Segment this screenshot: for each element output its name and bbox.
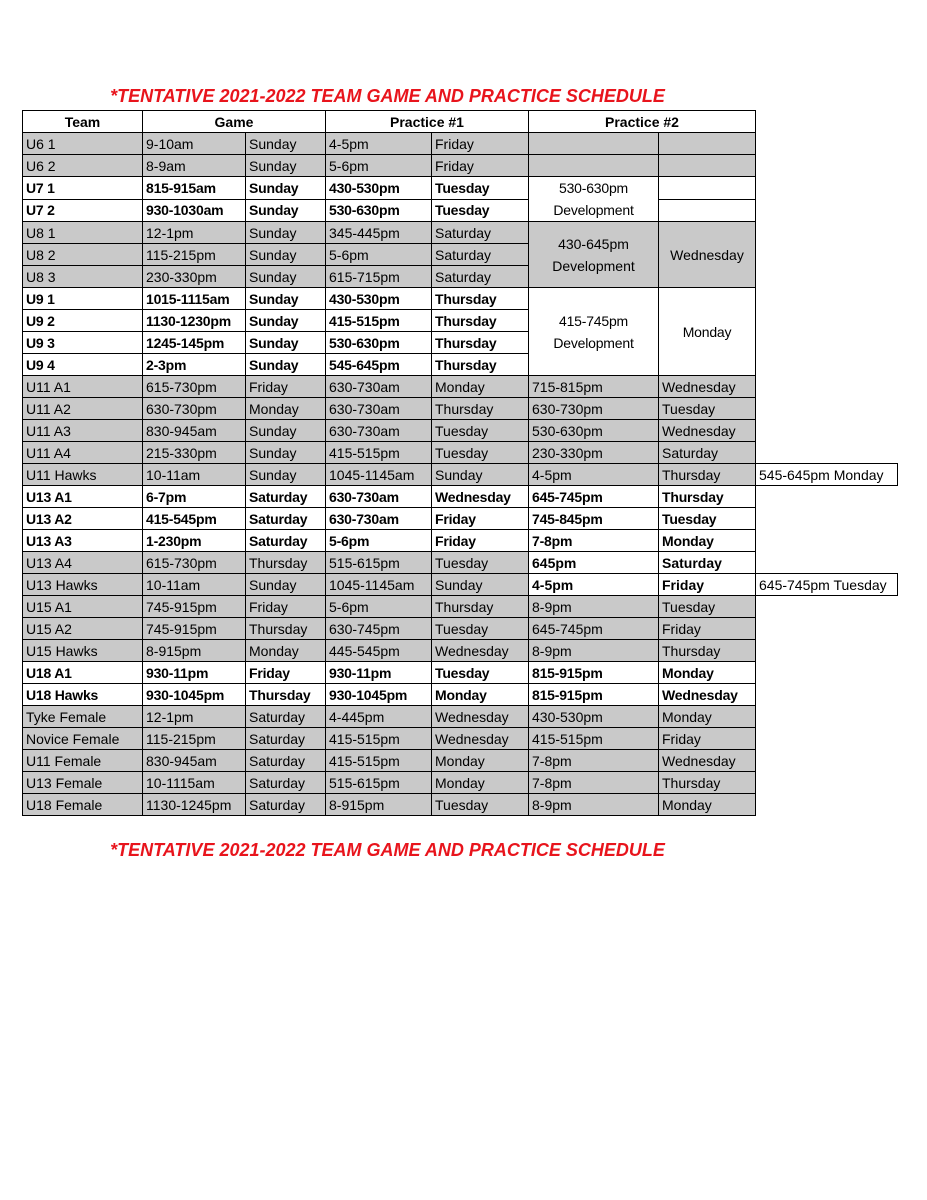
practice1-time-cell: 1045-1145am	[326, 574, 432, 596]
blank-cell	[756, 662, 898, 684]
team-cell: U15 A1	[23, 596, 143, 618]
table-row	[23, 596, 898, 618]
team-cell: U11 A4	[23, 442, 143, 464]
u9-day-cell: Monday	[659, 288, 756, 376]
practice2-time-cell: 4-5pm	[529, 464, 659, 486]
practice1-day-cell: Tuesday	[432, 420, 529, 442]
table-row	[23, 244, 898, 266]
table-row	[23, 155, 898, 177]
table-row	[23, 442, 898, 464]
extra-practice-cell: 545-645pm Monday	[756, 464, 898, 486]
blank-cell	[756, 640, 898, 662]
game-time-cell: 115-215pm	[143, 728, 246, 750]
team-cell: U11 A3	[23, 420, 143, 442]
practice1-time-cell: 1045-1145am	[326, 464, 432, 486]
schedule-table	[22, 110, 898, 816]
u9-development-cell	[529, 288, 659, 376]
game-day-cell: Friday	[246, 662, 326, 684]
game-day-cell: Sunday	[246, 266, 326, 288]
table-row	[23, 794, 898, 816]
schedule-title-top: *TENTATIVE 2021-2022 TEAM GAME AND PRACTICE SCHEDULE	[110, 86, 665, 106]
standard-rows	[23, 376, 898, 816]
practice2-time-cell: 8-9pm	[529, 794, 659, 816]
practice1-day-cell: Saturday	[432, 222, 529, 244]
practice1-day-cell: Wednesday	[432, 728, 529, 750]
blank-cell	[756, 596, 898, 618]
practice1-time-cell: 630-730am	[326, 486, 432, 508]
table-row	[23, 772, 898, 794]
game-time-cell: 1130-1245pm	[143, 794, 246, 816]
u7-dev-label: Development	[553, 202, 634, 218]
table-row	[23, 508, 898, 530]
practice1-day-cell: Saturday	[432, 266, 529, 288]
table-row	[23, 750, 898, 772]
practice2-day-cell: Tuesday	[659, 508, 756, 530]
header-practice1: Practice #1	[326, 111, 529, 133]
game-time-cell: 615-730pm	[143, 376, 246, 398]
practice1-time-cell: 515-615pm	[326, 772, 432, 794]
game-time-cell: 615-730pm	[143, 552, 246, 574]
table-row	[23, 706, 898, 728]
practice1-time-cell: 415-515pm	[326, 442, 432, 464]
game-day-cell: Sunday	[246, 464, 326, 486]
practice2-time-cell: 7-8pm	[529, 772, 659, 794]
team-cell: U18 A1	[23, 662, 143, 684]
game-day-cell: Sunday	[246, 199, 326, 222]
u8-development-cell	[529, 222, 659, 288]
game-day-cell: Thursday	[246, 618, 326, 640]
game-time-cell: 1130-1230pm	[143, 310, 246, 332]
game-day-cell: Sunday	[246, 155, 326, 177]
practice1-time-cell: 430-530pm	[326, 177, 432, 200]
practice2-time-cell: 815-915pm	[529, 662, 659, 684]
table-row	[23, 310, 898, 332]
practice2-time-cell: 230-330pm	[529, 442, 659, 464]
game-day-cell: Thursday	[246, 552, 326, 574]
team-cell: U9 1	[23, 288, 143, 310]
blank-cell	[756, 794, 898, 816]
practice2-day-cell	[659, 177, 756, 200]
blank-cell	[756, 266, 898, 288]
practice1-day-cell: Tuesday	[432, 177, 529, 200]
game-day-cell: Thursday	[246, 684, 326, 706]
game-time-cell: 12-1pm	[143, 706, 246, 728]
practice2-day-cell: Friday	[659, 618, 756, 640]
practice1-time-cell: 415-515pm	[326, 750, 432, 772]
game-day-cell: Sunday	[246, 133, 326, 155]
practice2-time-cell: 630-730pm	[529, 398, 659, 420]
practice2-time-cell	[529, 155, 659, 177]
practice1-time-cell: 530-630pm	[326, 199, 432, 222]
game-time-cell: 1015-1115am	[143, 288, 246, 310]
game-time-cell: 745-915pm	[143, 596, 246, 618]
team-cell: U9 2	[23, 310, 143, 332]
blank-cell	[756, 199, 898, 222]
practice2-day-cell: Wednesday	[659, 684, 756, 706]
blank-cell	[756, 332, 898, 354]
practice2-time-cell: 7-8pm	[529, 530, 659, 552]
practice1-day-cell: Tuesday	[432, 662, 529, 684]
practice2-time-cell: 645-745pm	[529, 618, 659, 640]
practice1-time-cell: 630-730am	[326, 376, 432, 398]
blank-cell	[756, 376, 898, 398]
u9-dev-time: 415-745pm	[558, 312, 629, 329]
team-cell: U11 Hawks	[23, 464, 143, 486]
game-time-cell: 230-330pm	[143, 266, 246, 288]
practice1-day-cell: Friday	[432, 508, 529, 530]
game-day-cell: Friday	[246, 376, 326, 398]
game-day-cell: Sunday	[246, 222, 326, 244]
game-day-cell: Sunday	[246, 177, 326, 200]
game-time-cell: 930-1045pm	[143, 684, 246, 706]
table-row	[23, 354, 898, 376]
game-day-cell: Sunday	[246, 244, 326, 266]
practice1-day-cell: Monday	[432, 684, 529, 706]
table-row	[23, 486, 898, 508]
game-day-cell: Monday	[246, 640, 326, 662]
practice1-time-cell: 530-630pm	[326, 332, 432, 354]
game-time-cell: 2-3pm	[143, 354, 246, 376]
blank-cell	[756, 618, 898, 640]
practice2-time-cell: 8-9pm	[529, 596, 659, 618]
game-day-cell: Sunday	[246, 354, 326, 376]
blank-cell	[756, 354, 898, 376]
practice2-day-cell: Saturday	[659, 552, 756, 574]
practice2-time-cell: 8-9pm	[529, 640, 659, 662]
practice1-time-cell: 630-730am	[326, 420, 432, 442]
game-time-cell: 8-9am	[143, 155, 246, 177]
game-day-cell: Sunday	[246, 442, 326, 464]
u9-dev-label: Development	[553, 334, 634, 351]
practice1-day-cell: Monday	[432, 772, 529, 794]
blank-cell	[756, 288, 898, 310]
game-time-cell: 10-11am	[143, 574, 246, 596]
practice1-day-cell: Sunday	[432, 464, 529, 486]
game-day-cell: Saturday	[246, 508, 326, 530]
practice2-day-cell: Saturday	[659, 442, 756, 464]
practice1-time-cell: 630-730am	[326, 508, 432, 530]
practice1-day-cell: Thursday	[432, 288, 529, 310]
table-row	[23, 398, 898, 420]
table-row	[23, 662, 898, 684]
practice1-day-cell: Tuesday	[432, 552, 529, 574]
header-practice2: Practice #2	[529, 111, 756, 133]
practice1-day-cell: Wednesday	[432, 706, 529, 728]
game-day-cell: Sunday	[246, 574, 326, 596]
table-row	[23, 177, 898, 200]
game-time-cell: 1245-145pm	[143, 332, 246, 354]
team-cell: U15 A2	[23, 618, 143, 640]
blank-cell	[756, 111, 898, 133]
game-time-cell: 12-1pm	[143, 222, 246, 244]
blank-cell	[756, 155, 898, 177]
practice1-day-cell: Friday	[432, 133, 529, 155]
team-cell: U18 Hawks	[23, 684, 143, 706]
practice2-time-cell: 645-745pm	[529, 486, 659, 508]
practice1-day-cell: Monday	[432, 750, 529, 772]
blank-cell	[756, 442, 898, 464]
practice1-time-cell: 5-6pm	[326, 530, 432, 552]
blank-cell	[756, 684, 898, 706]
game-time-cell: 1-230pm	[143, 530, 246, 552]
team-cell: U18 Female	[23, 794, 143, 816]
team-cell: U13 Female	[23, 772, 143, 794]
game-time-cell: 215-330pm	[143, 442, 246, 464]
team-cell: U13 A1	[23, 486, 143, 508]
u8-dev-time: 430-645pm	[558, 235, 629, 252]
game-time-cell: 415-545pm	[143, 508, 246, 530]
practice2-day-cell: Thursday	[659, 464, 756, 486]
game-day-cell: Saturday	[246, 706, 326, 728]
practice1-time-cell: 4-445pm	[326, 706, 432, 728]
practice1-day-cell: Friday	[432, 530, 529, 552]
practice1-time-cell: 430-530pm	[326, 288, 432, 310]
practice1-day-cell: Friday	[432, 155, 529, 177]
practice2-time-cell: 4-5pm	[529, 574, 659, 596]
practice1-time-cell: 445-545pm	[326, 640, 432, 662]
header-game: Game	[143, 111, 326, 133]
practice1-time-cell: 4-5pm	[326, 133, 432, 155]
game-day-cell: Sunday	[246, 420, 326, 442]
practice1-time-cell: 545-645pm	[326, 354, 432, 376]
game-time-cell: 930-11pm	[143, 662, 246, 684]
table-row	[23, 684, 898, 706]
game-day-cell: Saturday	[246, 530, 326, 552]
practice1-time-cell: 415-515pm	[326, 310, 432, 332]
table-row	[23, 288, 898, 310]
table-row	[23, 222, 898, 244]
practice1-day-cell: Thursday	[432, 398, 529, 420]
blank-cell	[756, 552, 898, 574]
game-time-cell: 830-945am	[143, 750, 246, 772]
practice2-day-cell: Wednesday	[659, 420, 756, 442]
team-cell: U9 3	[23, 332, 143, 354]
practice1-day-cell: Tuesday	[432, 442, 529, 464]
table-row	[23, 376, 898, 398]
game-time-cell: 115-215pm	[143, 244, 246, 266]
game-day-cell: Sunday	[246, 310, 326, 332]
blank-cell	[756, 420, 898, 442]
practice1-day-cell: Tuesday	[432, 618, 529, 640]
practice1-time-cell: 345-445pm	[326, 222, 432, 244]
practice2-time-cell: 815-915pm	[529, 684, 659, 706]
table-row	[23, 199, 898, 222]
team-cell: U11 Female	[23, 750, 143, 772]
practice2-day-cell: Monday	[659, 794, 756, 816]
practice2-day-cell: Wednesday	[659, 750, 756, 772]
blank-cell	[756, 244, 898, 266]
practice2-time-cell: 430-530pm	[529, 706, 659, 728]
practice2-day-cell: Friday	[659, 574, 756, 596]
practice2-time-cell: 7-8pm	[529, 750, 659, 772]
practice2-day-cell	[659, 133, 756, 155]
header-team: Team	[23, 111, 143, 133]
game-day-cell: Saturday	[246, 486, 326, 508]
game-day-cell: Sunday	[246, 288, 326, 310]
table-row	[23, 530, 898, 552]
blank-cell	[756, 222, 898, 244]
practice2-day-cell: Friday	[659, 728, 756, 750]
practice2-time-cell	[529, 133, 659, 155]
extra-practice-cell: 645-745pm Tuesday	[756, 574, 898, 596]
practice2-day-cell: Wednesday	[659, 376, 756, 398]
game-time-cell: 930-1030am	[143, 199, 246, 222]
practice1-day-cell: Wednesday	[432, 640, 529, 662]
practice1-day-cell: Thursday	[432, 332, 529, 354]
blank-cell	[756, 772, 898, 794]
u8-day-cell: Wednesday	[659, 222, 756, 288]
practice1-time-cell: 615-715pm	[326, 266, 432, 288]
practice2-time-cell: 715-815pm	[529, 376, 659, 398]
team-cell: Tyke Female	[23, 706, 143, 728]
game-time-cell: 10-11am	[143, 464, 246, 486]
practice1-time-cell: 5-6pm	[326, 244, 432, 266]
game-time-cell: 745-915pm	[143, 618, 246, 640]
practice2-day-cell: Monday	[659, 662, 756, 684]
team-cell: U8 1	[23, 222, 143, 244]
u7-dev-time: 530-630pm	[558, 180, 629, 196]
table-row	[23, 728, 898, 750]
table-row	[23, 574, 898, 596]
game-time-cell: 8-915pm	[143, 640, 246, 662]
game-day-cell: Saturday	[246, 728, 326, 750]
practice2-day-cell: Thursday	[659, 772, 756, 794]
table-row	[23, 332, 898, 354]
team-cell: U8 3	[23, 266, 143, 288]
practice2-day-cell: Tuesday	[659, 596, 756, 618]
practice2-time-cell: 645pm	[529, 552, 659, 574]
practice1-day-cell: Tuesday	[432, 794, 529, 816]
team-cell: Novice Female	[23, 728, 143, 750]
blank-cell	[756, 530, 898, 552]
practice1-time-cell: 5-6pm	[326, 596, 432, 618]
team-cell: U6 1	[23, 133, 143, 155]
table-row	[23, 464, 898, 486]
practice1-day-cell: Thursday	[432, 310, 529, 332]
game-day-cell: Sunday	[246, 332, 326, 354]
practice2-day-cell: Tuesday	[659, 398, 756, 420]
team-cell: U6 2	[23, 155, 143, 177]
game-day-cell: Monday	[246, 398, 326, 420]
game-day-cell: Friday	[246, 596, 326, 618]
game-day-cell: Saturday	[246, 772, 326, 794]
practice1-day-cell: Saturday	[432, 244, 529, 266]
table-row	[23, 266, 898, 288]
practice2-day-cell: Monday	[659, 706, 756, 728]
practice1-time-cell: 630-745pm	[326, 618, 432, 640]
team-cell: U13 A4	[23, 552, 143, 574]
table-row	[23, 133, 898, 155]
u7-development-cell	[529, 177, 659, 222]
table-row	[23, 552, 898, 574]
practice1-time-cell: 5-6pm	[326, 155, 432, 177]
header-row	[23, 111, 898, 133]
practice1-time-cell: 630-730am	[326, 398, 432, 420]
game-time-cell: 10-1115am	[143, 772, 246, 794]
blank-cell	[756, 706, 898, 728]
team-cell: U7 2	[23, 199, 143, 222]
blank-cell	[756, 310, 898, 332]
game-time-cell: 830-945am	[143, 420, 246, 442]
practice1-day-cell: Monday	[432, 376, 529, 398]
table-row	[23, 618, 898, 640]
game-day-cell: Saturday	[246, 750, 326, 772]
blank-cell	[756, 508, 898, 530]
practice2-day-cell: Thursday	[659, 486, 756, 508]
team-cell: U13 Hawks	[23, 574, 143, 596]
blank-cell	[756, 486, 898, 508]
game-time-cell: 630-730pm	[143, 398, 246, 420]
team-cell: U11 A1	[23, 376, 143, 398]
table-row	[23, 420, 898, 442]
blank-cell	[756, 177, 898, 200]
game-time-cell: 815-915am	[143, 177, 246, 200]
u8-dev-label: Development	[552, 257, 635, 274]
game-time-cell: 6-7pm	[143, 486, 246, 508]
practice2-time-cell: 530-630pm	[529, 420, 659, 442]
practice1-time-cell: 515-615pm	[326, 552, 432, 574]
blank-cell	[756, 728, 898, 750]
practice1-time-cell: 930-11pm	[326, 662, 432, 684]
team-cell: U15 Hawks	[23, 640, 143, 662]
team-cell: U8 2	[23, 244, 143, 266]
practice2-day-cell	[659, 155, 756, 177]
practice1-time-cell: 930-1045pm	[326, 684, 432, 706]
practice2-day-cell: Thursday	[659, 640, 756, 662]
practice1-time-cell: 8-915pm	[326, 794, 432, 816]
blank-cell	[756, 398, 898, 420]
table-row	[23, 640, 898, 662]
practice1-day-cell: Sunday	[432, 574, 529, 596]
practice2-day-cell: Monday	[659, 530, 756, 552]
blank-cell	[756, 133, 898, 155]
practice2-time-cell: 415-515pm	[529, 728, 659, 750]
game-day-cell: Saturday	[246, 794, 326, 816]
practice1-day-cell: Thursday	[432, 596, 529, 618]
practice1-day-cell: Wednesday	[432, 486, 529, 508]
practice1-day-cell: Tuesday	[432, 199, 529, 222]
practice2-time-cell: 745-845pm	[529, 508, 659, 530]
team-cell: U11 A2	[23, 398, 143, 420]
schedule-title-bottom: *TENTATIVE 2021-2022 TEAM GAME AND PRACTICE SCHEDULE	[110, 840, 665, 860]
team-cell: U13 A2	[23, 508, 143, 530]
team-cell: U9 4	[23, 354, 143, 376]
blank-cell	[756, 750, 898, 772]
game-time-cell: 9-10am	[143, 133, 246, 155]
team-cell: U7 1	[23, 177, 143, 200]
practice1-time-cell: 415-515pm	[326, 728, 432, 750]
team-cell: U13 A3	[23, 530, 143, 552]
practice1-day-cell: Thursday	[432, 354, 529, 376]
practice2-day-cell	[659, 199, 756, 222]
